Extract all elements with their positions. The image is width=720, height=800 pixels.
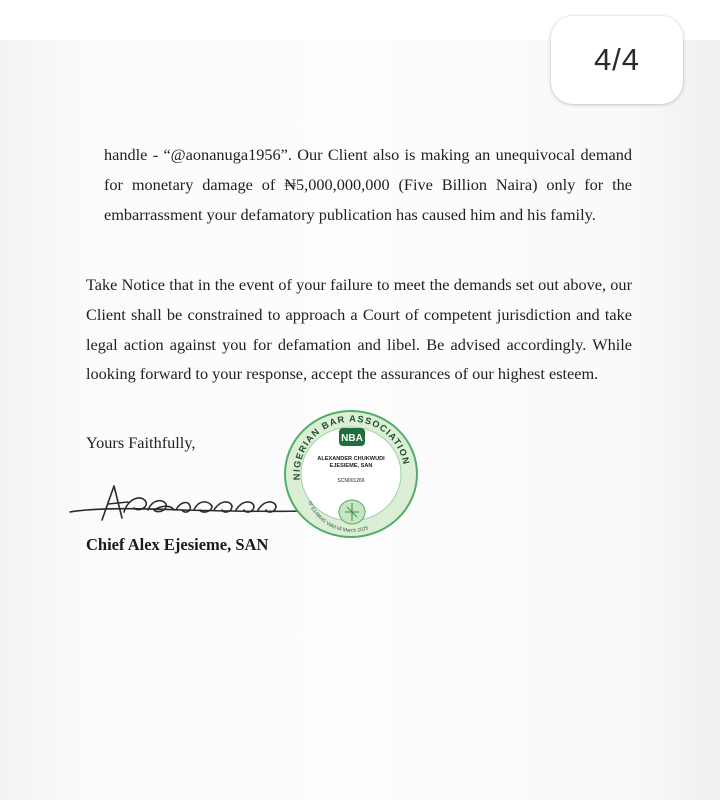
svg-text:NBA: NBA [341,433,363,444]
letter-paragraph-notice: Take Notice that in the event of your failure to meet the demands set out above, our Client shall be constrained to approach a Court of competent jurisdiction and take legal action against you for defamation and libel. Be advised accordingly. While looking forward to your response, accept the assurances of our highest esteem. [86,275,632,384]
seal-holder-line-1: ALEXANDER CHUKWUDI [317,456,385,462]
letter-closing: Yours Faithfully, [86,433,196,452]
seal-holder-line-2: EJESIEME, SAN [329,463,373,469]
signatory-name: Chief Alex Ejesieme, SAN [86,535,269,554]
seal-number: SCN001266 [337,478,365,484]
nba-seal-stamp [282,408,420,540]
handwritten-signature [62,472,312,534]
svg-text:NIGERIAN BAR ASSOCIATION: NIGERIAN BAR ASSOCIATION [291,413,412,481]
letter-paragraph-demand: handle - “@aonanuga1956”. Our Client also is making an unequivocal demand for monetary damage of ₦5,000,000,000 (Five Billion Naira) only for the embarrassment your defamatory publication has caused him and his family. [104,145,632,224]
svg-text:Nº E148645: Nº E148645 Valid till March 2025 [306,500,370,534]
seal-holder-name [303,456,399,470]
page-counter-badge: 4/4 [551,16,683,104]
